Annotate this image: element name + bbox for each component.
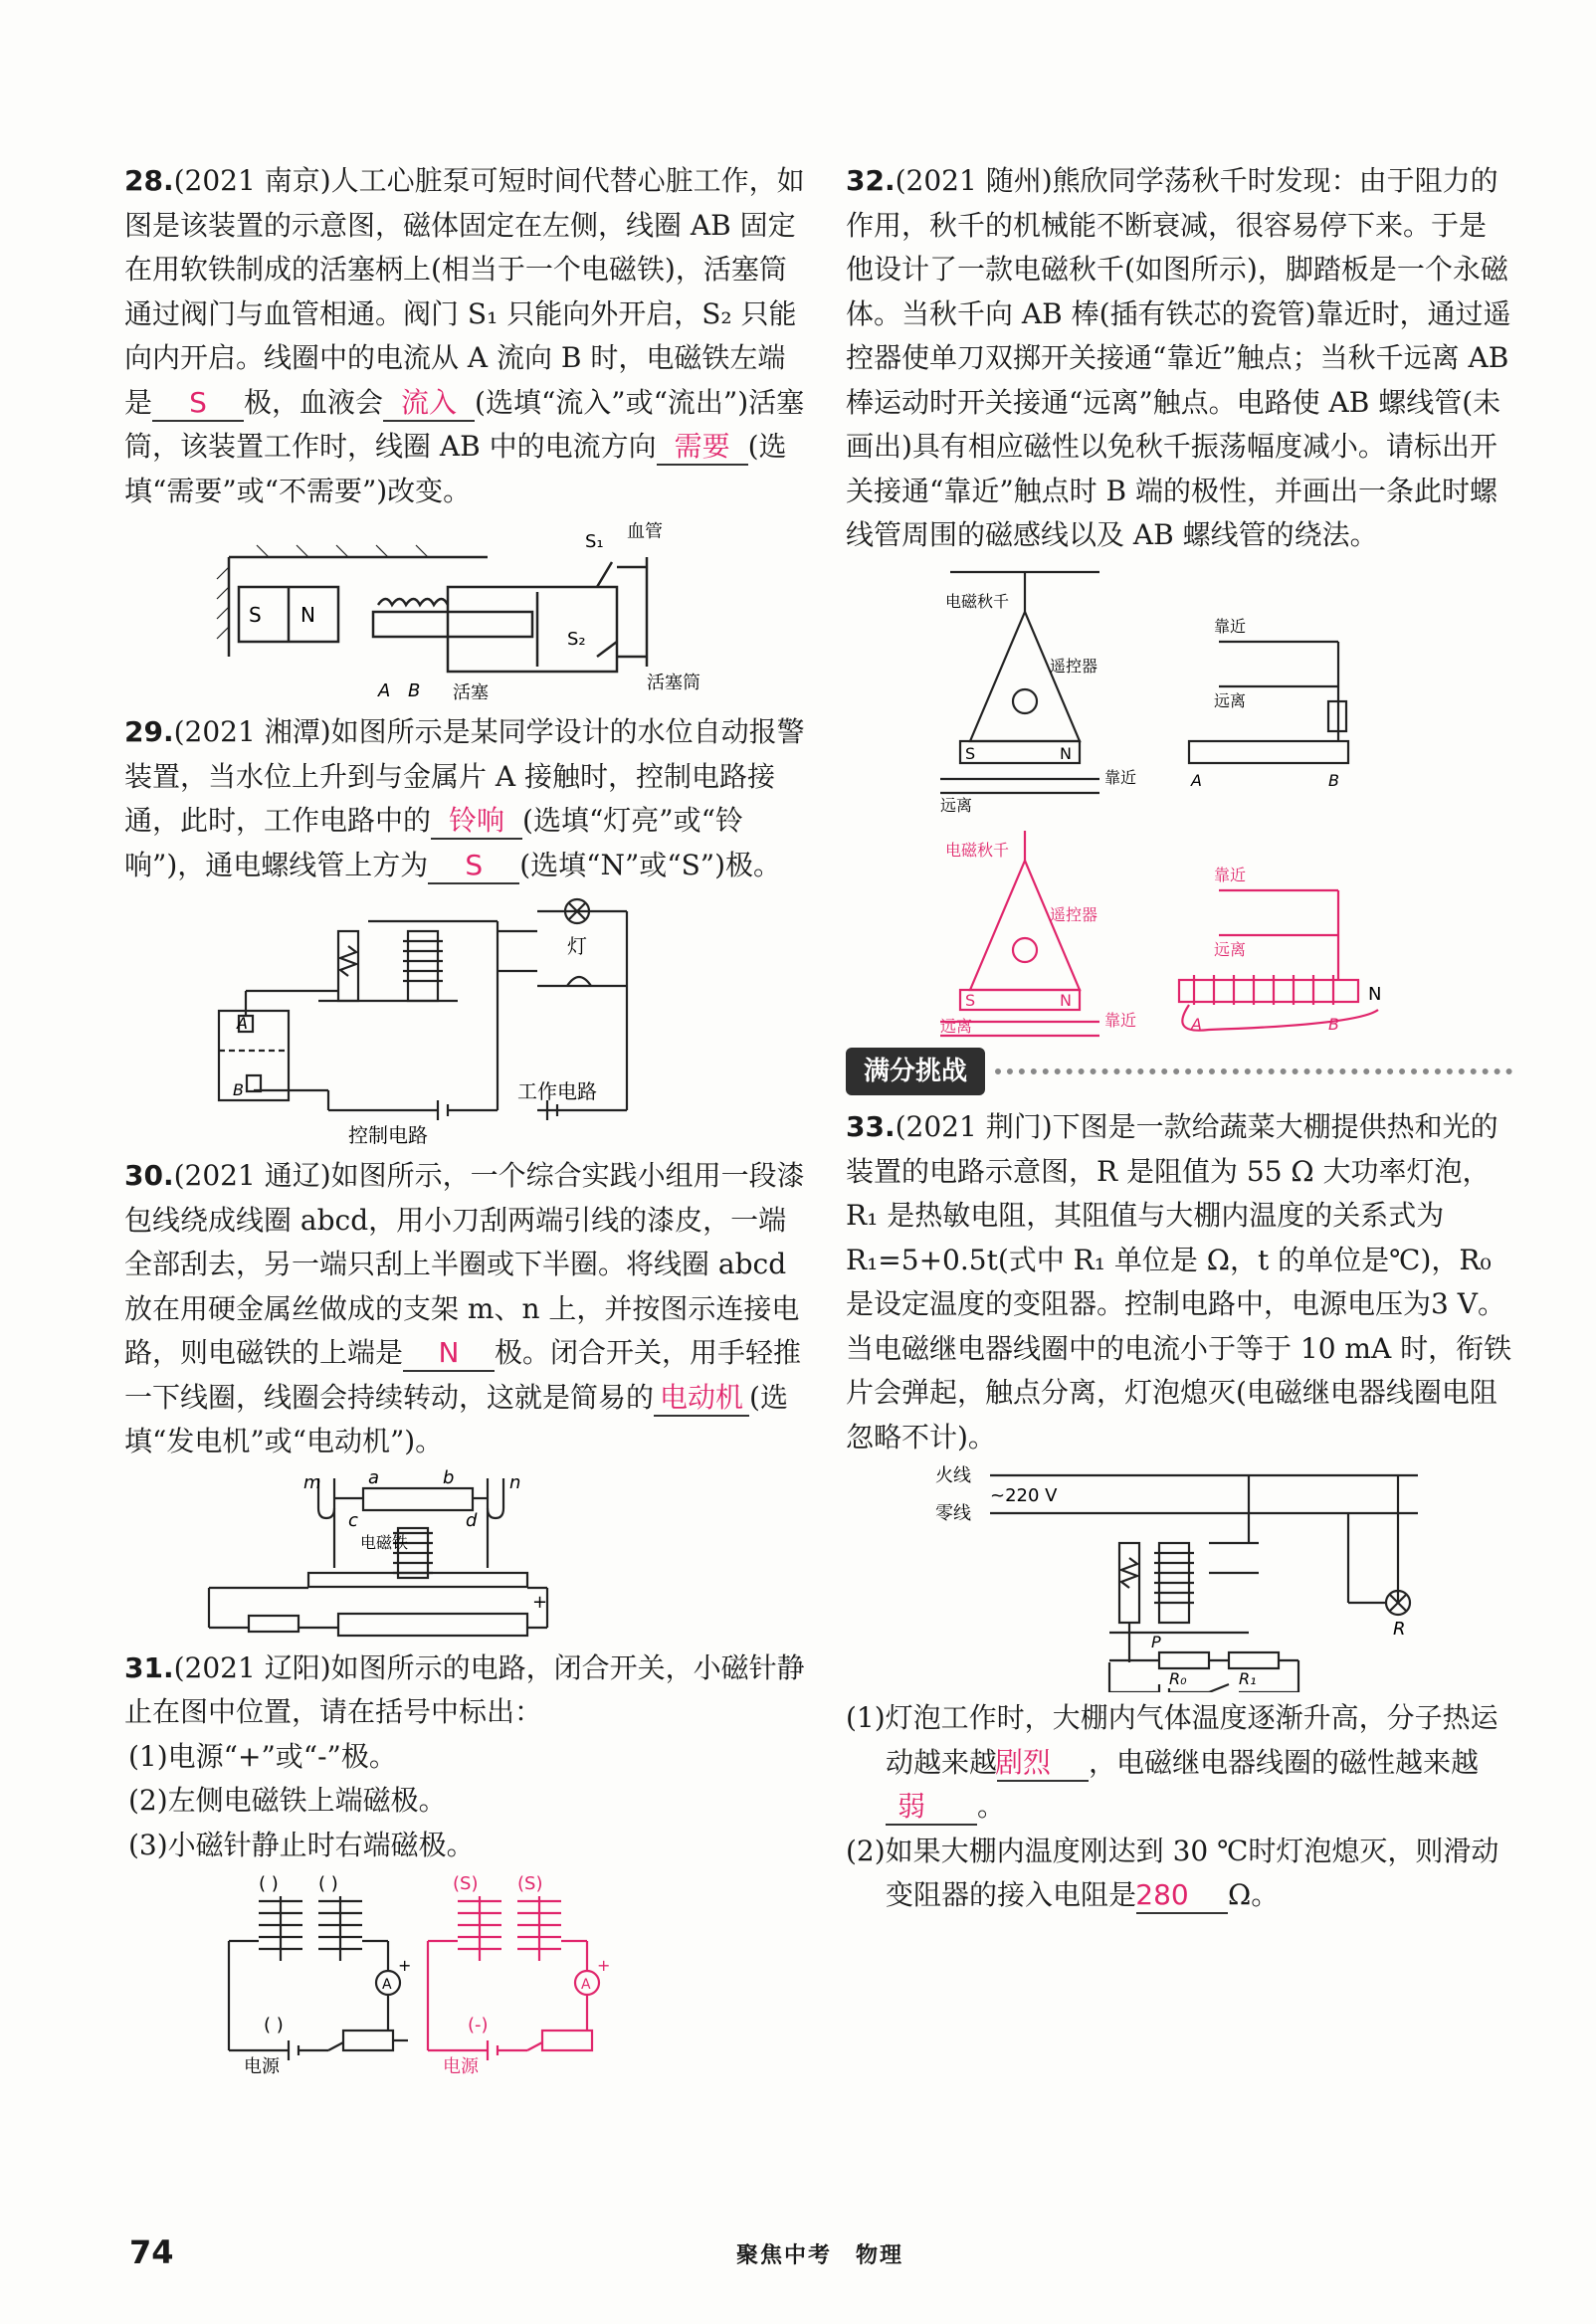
answer-b-label: B [1328,1014,1339,1034]
answer-left-pole: (S) [453,1873,479,1894]
answer-ammeter-label: A [581,1977,591,1993]
s2-label: S₂ [567,629,586,650]
q33-sub-1: (1)灯泡工作时，大棚内气体温度逐渐升高，分子热运动越来越剧烈 ，电磁继电器线圈的磁性越来越弱 。 [846,1696,1512,1830]
answer-blank: 需要 [657,430,748,466]
answer-blank: S [152,386,244,422]
page-number: 74 [129,2233,174,2271]
near-label: 靠近 [1104,767,1137,787]
question-28: 28.(2021 南京)人工心脏泵可短时间代替心脏工作，如图是该装置的示意图，磁体固定在左侧，线圈 AB 固定在用软铁制成的活塞柄上(相当于一个电磁铁)，活塞筒通过阀门与血管相通。阀门 S₁ 只能向外开启，S₂ 只能向内开启。线圈中的电流从 A 流向 B 时，电磁铁左端是 S 极，血液会 流入 (选填“流入”或“流出”)活塞筒，该装置工作时，线圈 AB 中的电流方向 需要 (选填“需要”或“不需要”)改变。 [124,164,805,507]
remote-label: 遥控器 [1050,656,1098,676]
q31-item-3: (3)小磁针静止时右端磁极。 [128,1828,475,1861]
r0-label: R₀ [1169,1669,1187,1688]
answer-blank: N [403,1336,495,1372]
electromagnet-label: 电磁铁 [360,1532,409,1552]
answer-ammeter-plus: + [597,1956,611,1975]
coil-b-label: b [443,1467,455,1488]
question-31: 31.(2021 辽阳)如图所示的电路，闭合开关，小磁针静止在图中位置，请在括号中标出： [124,1650,805,1728]
answer-source-pole: (-) [468,2015,489,2035]
answer-blank: 电动机 [654,1381,749,1417]
live-wire-label: 火线 [935,1465,971,1486]
neutral-wire-label: 零线 [935,1503,971,1524]
piston-label: 活塞 [453,682,489,703]
answer-near-label: 靠近 [1104,1010,1137,1030]
plate-a-label: A [237,1014,248,1033]
b-label: B [408,680,421,701]
control-circuit-label: 控制电路 [348,1123,428,1147]
challenge-label: 满分挑战 [846,1048,985,1096]
q31-item-1: (1)电源“+”或“-”极。 [128,1739,397,1773]
motor-diagram [189,1468,746,1643]
answer-blank: 铃响 [431,804,522,840]
answer-blank: 280 [1136,1878,1228,1914]
plate-b-label: B [233,1080,244,1099]
rod-b-label: B [1328,770,1339,790]
question-number: 32. [846,164,896,197]
question-29: 29.(2021 湘潭)如图所示是某同学设计的水位自动报警装置，当水位上升到与金属片 A 接触时，控制电路接通，此时，工作电路中的 铃响 (选填“灯亮”或“铃响”)，通电螺线管上方为 S (选填“N”或“S”)极。 [124,710,811,887]
rod-a-label: A [1191,770,1202,790]
greenhouse-circuit-diagram [930,1463,1428,1692]
answer-blank: 弱 [886,1790,977,1826]
answer-switch-near: 靠近 [1214,865,1247,884]
challenge-dots [995,1068,1512,1074]
answer-blank: 流入 [383,386,475,422]
ammeter-label: A [382,1977,392,1993]
slider-p-label: P [1151,1633,1161,1651]
left-magnet-paren: ( ) [259,1873,279,1894]
left-column [124,159,811,2079]
question-number: 28. [124,164,174,197]
question-number: 29. [124,715,174,748]
q31-item-2: (2)左侧电磁铁上端磁极。 [128,1784,447,1817]
lamp-r-label: R [1393,1619,1406,1640]
answer-b-pole: N [1368,983,1382,1005]
far-label: 远离 [940,795,973,815]
source-label: 电源 [244,2056,280,2075]
r1-label: R₁ [1239,1669,1257,1688]
coil-d-label: d [466,1509,478,1531]
question-32: 32.(2021 随州)熊欣同学荡秋千时发现：由于阻力的作用，秋千的机械能不断衰减，很容易停下来。于是他设计了一款电磁秋千(如图所示)，脚踏板是一个永磁体。当秋千向 AB 棒(插有铁芯的瓷管)靠近时，通过遥控器使单刀双掷开关接通“靠近”触点；当秋千远离 AB 棒运动时开关接通“远离”触点。电路使 AB 螺线管(未画出)具有相应磁性以免秋千振荡幅度减小。请标出开关接通“靠近”触点时 B 端的极性，并画出一条此时螺线管周围的磁感线以及 AB 螺线管的绕法。 [846,164,1511,551]
answer-swing-label: 电磁秋千 [945,840,1010,860]
challenge-banner [846,1048,1512,1096]
plus-label: + [532,1591,548,1613]
book-title: 聚焦中考 物理 [736,2243,904,2268]
switch-near-label: 靠近 [1214,616,1247,636]
source-paren: ( ) [264,2015,284,2035]
question-30: 30.(2021 通辽)如图所示，一个综合实践小组用一段漆包线绕成线圈 abcd，用小刀刮两端引线的漆皮，一端全部刮去，另一端只刮上半圈或下半圈。将线圈 abcd 放在用硬金属丝做成的支架 m、n 上，并按图示连接电路，则电磁铁的上端是 N 极。闭合开关，用手轻推一下线圈，线圈会持续转动，这就是简易的 电动机 (选填“发电机”或“电动机”)。 [124,1159,805,1457]
question-33: 33.(2021 荆门)下图是一款给蔬菜大棚提供热和光的装置的电路示意图，R 是阻值为 55 Ω 大功率灯泡，R₁ 是热敏电阻，其阻值与大棚内温度的关系式为 R₁=5+0.5t(式中 R₁ 单位是 Ω，t 的单位是℃)，R₀ 是设定温度的变阻器。控制电路中，电源电压为3 V。当电磁继电器线圈中的电流小于等于 10 mA 时，衔铁片会弹起，触点分离，灯泡熄灭(电磁继电器线圈电阻忽略不计)。 [846,1110,1512,1453]
q33-sub-2: (2)如果大棚内温度刚达到 30 ℃时灯泡熄灭，则滑动变阻器的接入电阻是280 Ω。 [846,1830,1512,1918]
question-number: 31. [124,1650,174,1684]
answer-a-label: A [1191,1014,1202,1034]
swing-diagram [930,562,1428,1040]
swing-s-label: S [965,743,976,763]
swing-n-label: N [1060,743,1072,763]
coil-a-label: a [368,1467,380,1488]
answer-n-label: N [1060,990,1072,1010]
switch-far-label: 远离 [1214,690,1247,710]
answer-source-label: 电源 [443,2056,479,2075]
answer-s-label: S [965,990,976,1010]
electromagnet-circuit-diagram [189,1871,746,2075]
answer-compass-pole: (S) [517,1873,543,1894]
swing-label: 电磁秋千 [945,591,1010,611]
water-alarm-diagram [199,891,736,1150]
cylinder-label: 活塞筒 [647,673,700,693]
work-circuit-label: 工作电路 [517,1079,597,1103]
magnet-n-label: N [300,603,315,627]
heart-pump-diagram [209,517,726,706]
right-column [846,159,1512,1918]
a-label: A [378,680,391,701]
answer-switch-far: 远离 [1214,939,1247,959]
ammeter-plus: + [398,1956,412,1975]
answer-remote-label: 遥控器 [1050,904,1098,924]
n-label: n [509,1471,521,1493]
lamp-label: 灯 [567,934,587,958]
answer-far-label: 远离 [940,1016,973,1036]
s1-label: S₁ [585,531,604,552]
vessel-label: 血管 [627,521,663,542]
answer-blank: S [428,849,519,884]
magnet-s-label: S [249,603,262,627]
compass-paren: ( ) [318,1873,338,1894]
voltage-label: ~220 V [990,1485,1058,1506]
question-number: 33. [846,1110,896,1143]
answer-blank: 剧烈 [997,1746,1089,1782]
m-label: m [303,1471,321,1493]
coil-c-label: c [348,1509,358,1531]
question-number: 30. [124,1159,174,1192]
